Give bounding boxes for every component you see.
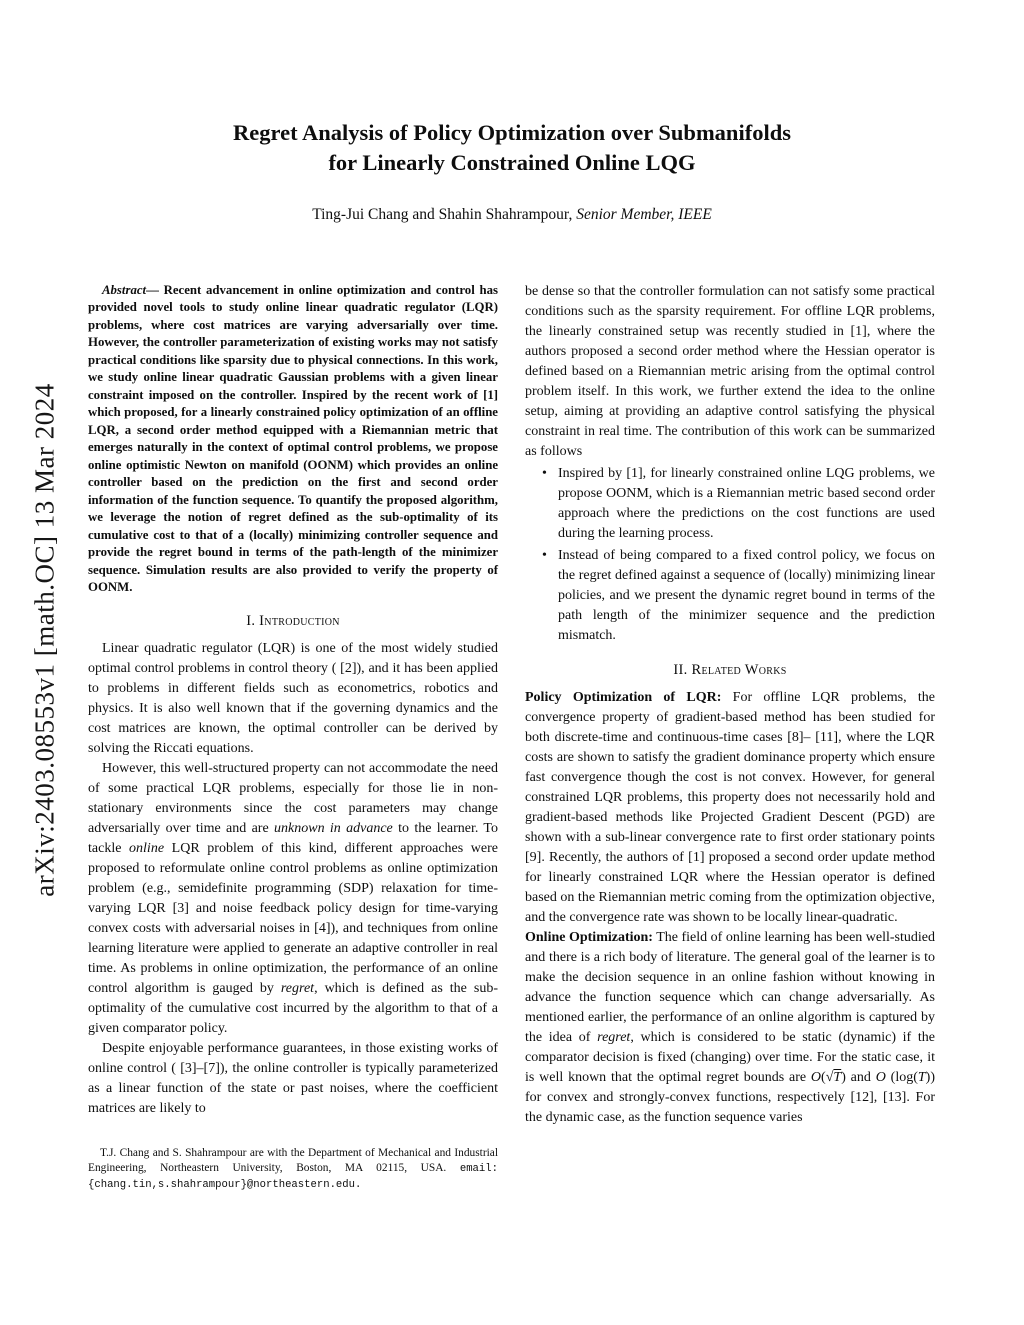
text-run: II. Related Works <box>673 661 787 678</box>
two-column-body <box>88 282 935 1193</box>
text-run: be dense so that the controller formulation can not satisfy some practical conditions such as the sparsity requirement. For offline LQR problems, the linearly constrained setup was recently studied in [1], where the authors proposed a second order method where the Hessian operator is defined based on a Riemannian metric arising from the optimal control problem itself. In this work, we further extend the idea to the online setup, aiming at providing an adaptive control satisfying the physical constraint in real time. The contribution of this work can be summarized as follows <box>525 283 935 459</box>
text-run: email:{chang.tin,s.shahrampour}@northeastern.edu. <box>88 1162 498 1191</box>
intro-paragraph-3 <box>88 1039 498 1119</box>
right-column <box>525 282 935 1193</box>
author-affiliation-footnote <box>88 1146 498 1193</box>
paper-header <box>0 0 1024 224</box>
text-run: LQR problem of this kind, different approaches were proposed to reformulate online control problems as online optimization problem (e.g., semidefinite programming (SDP) relaxation for time-varying LQR [3] and noise feedback policy design for time-varying convex costs with adversarial noises in [4]), and techniques from online learning literature were applied to generate an adaptive controller in real time. As problems in online optimization, the performance of an online control algorithm is gauged by <box>88 840 499 996</box>
text-run: , which is defined as the sub-optimality of the cumulative cost incurred by the algorithm to that of a given comparator policy. <box>88 980 498 1036</box>
text-run: ) and <box>841 1069 876 1085</box>
text-run: Abstract <box>102 282 147 297</box>
text-run: T <box>833 1069 842 1085</box>
text-run: regret <box>280 980 315 996</box>
text-run: Inspired by [1], for linearly constrained online LQG problems, we propose OONM, which is a Riemannian metric based second order approach where the predictions on the cost functions are used during the learning process. <box>558 465 935 541</box>
text-run: O <box>875 1069 886 1085</box>
title-line-2: for Linearly Constrained Online LQG <box>328 149 696 175</box>
text-run: — Recent advancement in online optimization and control has provided novel tools to study online linear quadratic regulator (LQR) problems, where cost matrices are varying adversarially over time. However, the controller parameterization of existing works may not satisfy practical conditions like sparsity due to physical connections. In this work, we study online linear quadratic Gaussian problems with a given linear constraint imposed on the controller. Inspired by the recent work of [1] which proposed, for a linearly constrained policy optimization of an offline LQR, a second order method equipped with a Riemannian metric that emerges naturally in the context of optimal control problems, we propose online optimistic Newton on manifold (OONM) which provides an online controller based on the prediction on the first and second order information of the function sequence. To quantify the proposed algorithm, we leverage the notion of regret defined as the sub-optimality of its cumulative cost to that of a (locally) minimizing controller sequence and provide the regret bound in terms of the path-length of the minimizer sequence. Simulation results are also provided to verify the property of OONM. <box>88 282 498 595</box>
abstract-paragraph <box>88 282 498 597</box>
contribution-bullet-1 <box>525 464 935 544</box>
text-run: Ting-Jui Chang and Shahin Shahrampour, <box>312 205 577 223</box>
text-run: online <box>129 840 165 856</box>
related-works-policy-optimization-paragraph <box>525 688 935 928</box>
text-run: Senior Member, IEEE <box>576 205 712 223</box>
author-line <box>0 206 1024 224</box>
text-run: to the learner. To tackle <box>88 820 498 856</box>
text-run: regret <box>597 1029 631 1045</box>
contribution-bullet-2 <box>525 546 935 646</box>
text-run: Online Optimization: <box>525 929 653 945</box>
text-run: , which is considered to be static (dynamic) if the comparator decision is fixed (changing) over time. For the static case, it is well known that the optimal regret bounds are <box>525 1029 935 1085</box>
text-run: For offline LQR problems, the convergence property of gradient-based method has been studied for both discrete-time and continuous-time cases [8]– [11], where the LQR costs are shown to satisfy the gradient dominance property which ensure fast convergence though the cost is not convex. However, for general constrained LQR problems, this property does not necessarily hold and gradient-based methods like Projected Gradient Descent (PGD) are shown with a sub-linear convergence rate to first order stationary points [9]. Recently, the authors of [1] proposed a second order update method for linearly constrained LQR where the Hessian operator is defined based on the Riemannian metric coming from the optimization objective, and the convergence rate was shown to be locally linear-quadratic. <box>525 689 935 925</box>
contribution-paragraph <box>525 282 935 462</box>
text-run: (log( <box>885 1069 918 1085</box>
related-works-online-optimization-paragraph <box>525 928 935 1128</box>
text-run: O <box>810 1069 822 1085</box>
text-run: However, this well-structured property can not accommodate the need of some practical LQR problems, especially for those lie in non-stationary environments since the cost parameters may change adversarially over time and are <box>88 760 498 836</box>
section-heading-ii-related-works <box>525 660 935 680</box>
text-run: The field of online learning has been well-studied and there is a rich body of literature. The general goal of the learner is to make the decision sequence in an online fashion without knowing in advance the function sequence which can change adversarially. As mentioned earlier, the performance of an online algorithm is captured by the idea of <box>525 929 935 1045</box>
section-heading-i-introduction <box>88 611 498 631</box>
text-run: T.J. Chang and S. Shahrampour are with the Department of Mechanical and Industrial Engineering, Northeastern University, Boston, MA 02115, USA. <box>88 1146 498 1174</box>
paper-title <box>0 118 1024 178</box>
title-line-1: Regret Analysis of Policy Optimization over Submanifolds <box>233 120 791 145</box>
text-run: Instead of being compared to a fixed control policy, we focus on the regret defined against a sequence of (locally) minimizing linear policies, and we present the dynamic regret bound in terms of the path length of the minimizer sequence and the prediction mismatch. <box>558 547 935 643</box>
text-run: Despite enjoyable performance guarantees, in those existing works of online control ( [3]–[7]), the online controller is typically parameterized as a linear function of the state or past noises, where the coefficient matrices are likely to <box>88 1040 498 1116</box>
text-run: I. Introduction <box>246 612 340 629</box>
text-run: )) for convex and strongly-convex functions, respectively [12], [13]. For the dynamic case, as the function sequence varies <box>525 1069 935 1125</box>
text-run: T <box>917 1069 926 1085</box>
intro-paragraph-1 <box>88 639 498 759</box>
text-run: Linear quadratic regulator (LQR) is one of the most widely studied optimal control problems in control theory ( [2]), and it has been applied to problems in different fields such as econometrics, robotics and physics. It is also well known that if the governing dynamics and the cost matrices are known, the optimal controller can be derived by solving the Riccati equations. <box>88 640 498 756</box>
left-column <box>88 282 498 1193</box>
intro-paragraph-2 <box>88 759 498 1039</box>
arxiv-watermark: arXiv:2403.08553v1 [math.OC] 13 Mar 2024 <box>29 383 60 897</box>
text-run: Policy Optimization of LQR: <box>525 689 722 705</box>
text-run: (√ <box>821 1069 834 1085</box>
text-run: unknown in advance <box>274 820 393 836</box>
